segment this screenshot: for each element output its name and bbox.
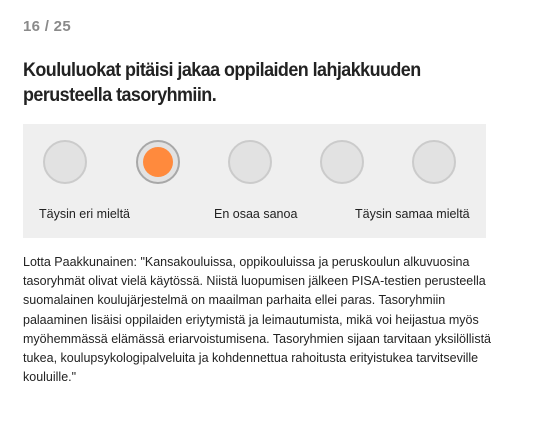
scale-label-neutral: En osaa sanoa — [214, 207, 298, 221]
scale-option-4[interactable] — [320, 140, 364, 184]
scale-option-2[interactable] — [136, 140, 180, 184]
question-text: Koululuokat pitäisi jakaa oppilaiden lahjakkuuden perusteella tasoryhmiin. — [23, 59, 421, 106]
scale-label-agree: Täysin samaa mieltä — [355, 207, 470, 221]
candidate-answer: Lotta Paakkunainen: "Kansakouluissa, oppikouluissa ja peruskoulun alkuvuosina tasoryhmät olivat vielä käytössä. Niistä luopumisen jälkeen PISA-testien perusteella suomalainen koulujärjestelmä on maailman parhaita ellei paras. Tasoryhmiin palaaminen lisäisi oppilaiden eriytymistä ja leimautumista, mikä voi heijastua myös myöhemmässä elämässä eriarvoistumisena. Tasoryhmien sijaan tarvitaan yksilöllistä tukea, koulupsykologipalveluita ja kohdennettua rahoitusta erityistukea tarvitseville kouluille." — [23, 255, 492, 385]
scale-option-5[interactable] — [412, 140, 456, 184]
scale-option-1[interactable] — [43, 140, 87, 184]
agreement-scale — [23, 124, 486, 238]
question-counter: 16 / 25 — [23, 18, 71, 35]
scale-option-3[interactable] — [228, 140, 272, 184]
scale-label-disagree: Täysin eri mieltä — [39, 207, 130, 221]
